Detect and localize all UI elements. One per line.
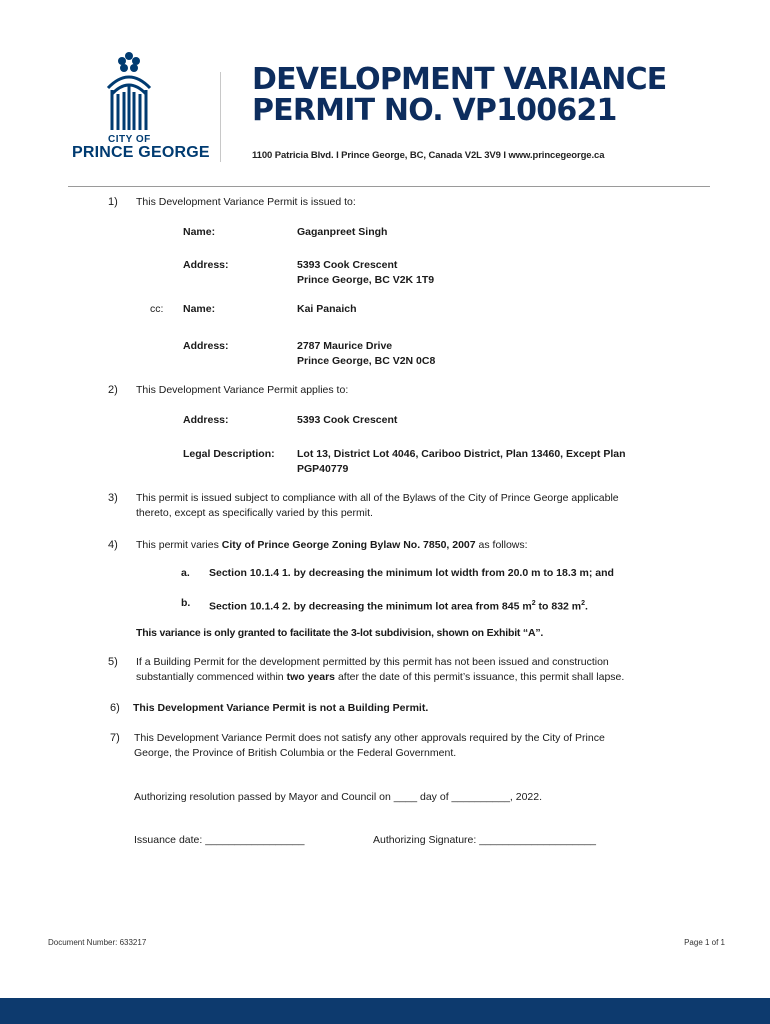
item-2-text: This Development Variance Permit applies to: [136, 384, 349, 396]
item-5-pre: substantially commenced within [136, 671, 287, 683]
address-line-1: 5393 Cook Crescent [297, 259, 398, 271]
item-3-line-2: thereto, except as specifically varied by this permit. [136, 507, 373, 519]
variance-note: This variance is only granted to facilitate the 3-lot subdivision, shown on Exhibit “A”. [136, 627, 544, 639]
cc-label: cc: [150, 303, 164, 315]
document-number: Document Number: 633217 [48, 938, 147, 947]
logo-name-text: PRINCE GEORGE [72, 144, 210, 161]
page-number: Page 1 of 1 [684, 938, 725, 947]
cc-address-line-2: Prince George, BC V2N 0C8 [297, 355, 436, 367]
item-7-number: 7) [110, 732, 120, 744]
item-7-line-1: This Development Variance Permit does not satisfy any other approvals required by the City of Prince [134, 732, 605, 744]
item-5-text [136, 655, 716, 685]
variance-a-label: a. [181, 567, 190, 579]
authorizing-resolution: Authorizing resolution passed by Mayor and Council on ____ day of __________, 2022. [134, 791, 543, 803]
item-4-text [136, 538, 528, 553]
item-5-line-1: If a Building Permit for the development permitted by this permit has not been issued and construction [136, 656, 609, 668]
item-3-line-1: This permit is issued subject to compliance with all of the Bylaws of the City of Prince George applicable [136, 492, 619, 504]
title-line-2: PERMIT NO. VP100621 [252, 93, 617, 128]
item-3-number: 3) [108, 492, 118, 504]
address-value [297, 258, 434, 288]
item-5-number: 5) [108, 656, 118, 668]
item-6-text: This Development Variance Permit is not a Building Permit. [133, 702, 429, 714]
cc-address-value [297, 339, 435, 369]
item-7-text [134, 731, 714, 761]
header-divider [220, 72, 221, 162]
title-line-1: DEVELOPMENT VARIANCE [252, 62, 667, 97]
issuance-date: Issuance date: _________________ [134, 834, 305, 846]
item-7-line-2: George, the Province of British Columbia or the Federal Government. [134, 747, 457, 759]
cc-name-label: Name: [183, 303, 216, 315]
item-3-text [136, 491, 706, 521]
city-emblem-icon [78, 50, 223, 134]
city-logo [72, 50, 223, 162]
item-5-post: after the date of this permit’s issuance, this permit shall lapse. [335, 671, 625, 683]
header-rule [68, 186, 710, 187]
city-address: 1100 Patricia Blvd. I Prince George, BC, Canada V2L 3V9 I www.princegeorge.ca [252, 150, 605, 161]
variance-b-pre: Section 10.1.4 2. by decreasing the minimum lot area from 845 m [209, 600, 532, 613]
item-2-number: 2) [108, 384, 118, 396]
applies-address-label: Address: [183, 414, 229, 426]
applies-address-value: 5393 Cook Crescent [297, 414, 398, 426]
item-6-number: 6) [110, 702, 120, 714]
variance-b-mid: to 832 m [535, 600, 582, 613]
authorizing-signature: Authorizing Signature: ____________________ [373, 834, 597, 846]
legal-line-1: Lot 13, District Lot 4046, Cariboo District, Plan 13460, Except Plan [297, 448, 626, 460]
item-4-number: 4) [108, 539, 118, 551]
variance-b-label: b. [181, 597, 191, 609]
item-1-number: 1) [108, 196, 118, 208]
item-4-post: as follows: [475, 539, 528, 551]
name-value: Gaganpreet Singh [297, 226, 388, 238]
variance-b-sup-2: 2 [581, 600, 586, 607]
logo-city-text: CITY OF [108, 134, 151, 145]
cc-address-line-1: 2787 Maurice Drive [297, 340, 393, 352]
variance-b-post: . [585, 600, 588, 613]
zoning-bylaw-reference: City of Prince George Zoning Bylaw No. 7850, 2007 [221, 539, 476, 551]
variance-a-text: Section 10.1.4 1. by decreasing the minimum lot width from 20.0 m to 18.3 m; and [209, 567, 614, 579]
page-title [252, 64, 752, 126]
item-4-pre: This permit varies [136, 539, 222, 551]
legal-line-2: PGP40779 [297, 463, 349, 475]
legal-description-label: Legal Description: [183, 448, 275, 460]
name-label: Name: [183, 226, 216, 238]
legal-description-value [297, 447, 697, 477]
item-5-line-2 [136, 670, 716, 685]
address-label: Address: [183, 259, 229, 271]
address-line-2: Prince George, BC V2K 1T9 [297, 274, 435, 286]
cc-name-value: Kai Panaich [297, 303, 357, 315]
two-years-text: two years [286, 671, 336, 683]
variance-b-sup-1: 2 [531, 600, 536, 607]
cc-address-label: Address: [183, 340, 229, 352]
footer-bar [0, 998, 770, 1024]
item-1-text: This Development Variance Permit is issued to: [136, 196, 356, 208]
variance-b-text [209, 596, 588, 615]
